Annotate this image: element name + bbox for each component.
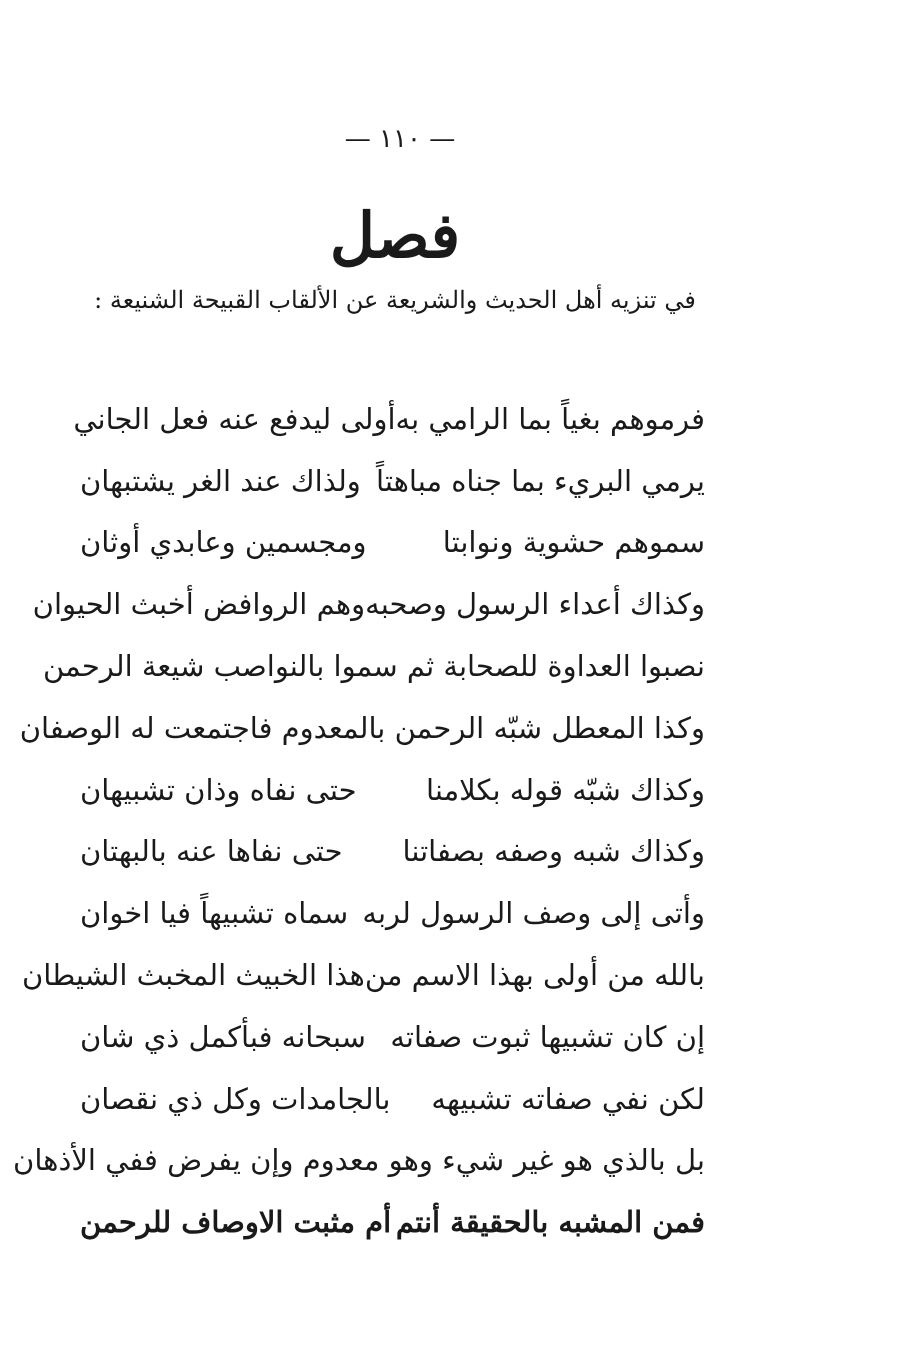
verse-second-hemistich: وهم الروافض أخبث الحيوان [32,587,366,622]
verse-second-hemistich: ولذاك عند الغر يشتبهان [80,463,361,498]
verse [21,944,705,1006]
verse-second-hemistich: ومجسمين وعابدي أوثان [80,525,367,560]
verse-second-hemistich: أولى ليدفع عنه فعل الجاني [73,401,396,436]
section-heading: فصل [329,199,461,272]
verse-first-hemistich: وكذاك شبه وصفه بصفاتنا [402,834,705,869]
verse [32,573,705,635]
verse-first-hemistich: وأتى إلى وصف الرسول لربه [362,896,705,931]
verse [80,1006,705,1068]
verse [80,512,705,574]
verse [13,1130,705,1192]
verse-first-hemistich: يرمي البريء بما جناه مباهتاً [375,463,705,498]
verse [80,1068,705,1130]
verse-second-hemistich: سبحانه فبأكمل ذي شان [80,1019,366,1054]
verse [19,697,705,759]
verse-second-hemistich: حتى نفاها عنه بالبهتان [80,834,343,869]
verse-second-hemistich: بالجامدات وكل ذي نقصان [80,1081,391,1116]
section-subtitle: في تنزيه أهل الحديث والشريعة عن الألقاب القبيحة الشنيعة : [94,286,696,314]
verse [42,635,705,697]
verse-full-line: بل بالذي هو غير شيء وهو معدوم وإن يفرض ففي الأذهان [13,1143,705,1178]
verse-full-line: نصبوا العداوة للصحابة ثم سموا بالنواصب شيعة الرحمن [42,649,705,684]
verse [80,1191,705,1253]
verse-first-hemistich: إن كان تشبيها ثبوت صفاته [390,1019,705,1054]
verse-second-hemistich: حتى نفاه وذان تشبيهان [80,772,357,807]
poem [13,388,705,1253]
verse [80,821,705,883]
verse-first-hemistich: فرموهم بغياً بما الرامي به [395,401,705,436]
verse-second-hemistich: أم مثبت الاوصاف للرحمن [80,1205,392,1240]
verse [80,450,705,512]
verse-first-hemistich: وكذاك شبّه قوله بكلامنا [426,772,705,807]
verse-full-line: وكذا المعطل شبّه الرحمن بالمعدوم فاجتمعت له الوصفان [19,710,705,745]
verse-first-hemistich: وكذاك أعداء الرسول وصحبه [365,587,705,622]
verse-second-hemistich: هذا الخبيث المخبث الشيطان [21,958,365,993]
verse [73,388,705,450]
verse-first-hemistich: سموهم حشوية ونوابتا [442,525,705,560]
verse-second-hemistich: سماه تشبيهاً فيا اخوان [80,896,349,931]
page-number: — ١١٠ — [344,124,456,154]
verse-first-hemistich: فمن المشبه بالحقيقة أنتم [395,1205,705,1240]
verse-first-hemistich: لكن نفي صفاته تشبيهه [431,1081,705,1116]
verse [80,759,705,821]
verse [80,882,705,944]
verse-first-hemistich: بالله من أولى بهذا الاسم من [364,958,705,993]
